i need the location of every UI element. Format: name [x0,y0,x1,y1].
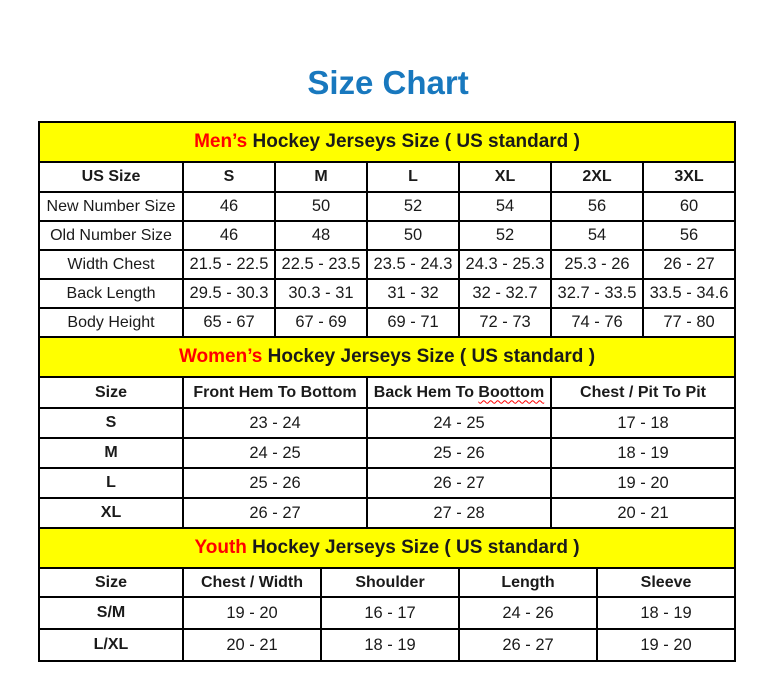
cell: 20 - 21 [551,498,735,528]
youth-size-table [38,527,736,662]
row-label: M [39,438,183,468]
cell: 46 [183,221,275,250]
cell: 50 [275,192,367,221]
row-label: New Number Size [39,192,183,221]
mens-size-table [38,121,736,338]
cell: 67 - 69 [275,308,367,337]
cell: 32 - 32.7 [459,279,551,308]
mens-row-width-chest [39,250,735,279]
header-prefix: Back Hem To [373,383,479,401]
mens-accent-label: Men’s [194,131,248,152]
row-label: XL [39,498,183,528]
cell: 52 [367,192,459,221]
mens-table-title [39,122,735,162]
mens-col-header: M [275,162,367,192]
cell: 56 [643,221,735,250]
youth-col-header: Length [459,568,597,597]
womens-size-table [38,336,736,529]
cell: 16 - 17 [321,597,459,629]
womens-row-xl [39,498,735,528]
cell: 32.7 - 33.5 [551,279,643,308]
row-label: Old Number Size [39,221,183,250]
mens-row-back-length [39,279,735,308]
cell: 46 [183,192,275,221]
cell: 26 - 27 [459,629,597,661]
row-label: L [39,468,183,498]
womens-table-title [39,337,735,377]
womens-row-m [39,438,735,468]
cell: 25.3 - 26 [551,250,643,279]
misspelled-word: Boottom [478,383,545,401]
cell: 54 [459,192,551,221]
cell: 18 - 19 [321,629,459,661]
womens-header-row [39,377,735,408]
mens-col-header: S [183,162,275,192]
cell: 54 [551,221,643,250]
mens-col-header: XL [459,162,551,192]
youth-col-header: Shoulder [321,568,459,597]
womens-title-rest: Hockey Jerseys Size ( US standard ) [262,346,596,367]
mens-header-row [39,162,735,192]
womens-row-s [39,408,735,438]
youth-header-row [39,568,735,597]
cell: 69 - 71 [367,308,459,337]
cell: 24 - 25 [367,408,551,438]
cell: 23 - 24 [183,408,367,438]
cell: 33.5 - 34.6 [643,279,735,308]
youth-col-header: Size [39,568,183,597]
row-label: S [39,408,183,438]
mens-title-rest: Hockey Jerseys Size ( US standard ) [247,131,580,152]
cell: 77 - 80 [643,308,735,337]
youth-table-title [39,528,735,568]
mens-row-old-number-size [39,221,735,250]
youth-row-sm [39,597,735,629]
row-label: S/M [39,597,183,629]
womens-band-row [39,337,735,377]
cell: 18 - 19 [597,597,735,629]
womens-col-header: Size [39,377,183,408]
cell: 19 - 20 [183,597,321,629]
row-label: Width Chest [39,250,183,279]
cell: 50 [367,221,459,250]
row-label: L/XL [39,629,183,661]
cell: 21.5 - 22.5 [183,250,275,279]
womens-col-header: Chest / Pit To Pit [551,377,735,408]
youth-col-header: Chest / Width [183,568,321,597]
cell: 29.5 - 30.3 [183,279,275,308]
cell: 18 - 19 [551,438,735,468]
cell: 25 - 26 [367,438,551,468]
mens-band-row [39,122,735,162]
cell: 26 - 27 [367,468,551,498]
page-title: Size Chart [307,64,469,101]
cell: 24 - 25 [183,438,367,468]
cell: 56 [551,192,643,221]
youth-col-header: Sleeve [597,568,735,597]
youth-band-row [39,528,735,568]
womens-row-l [39,468,735,498]
mens-col-header: 3XL [643,162,735,192]
cell: 24 - 26 [459,597,597,629]
row-label: Body Height [39,308,183,337]
womens-col-header-misspelled [367,377,551,408]
mens-col-header: L [367,162,459,192]
size-tables-container [38,121,734,662]
cell: 30.3 - 31 [275,279,367,308]
cell: 26 - 27 [643,250,735,279]
youth-title-rest: Hockey Jerseys Size ( US standard ) [246,537,580,558]
cell: 27 - 28 [367,498,551,528]
cell: 65 - 67 [183,308,275,337]
cell: 25 - 26 [183,468,367,498]
cell: 26 - 27 [183,498,367,528]
cell: 60 [643,192,735,221]
cell: 22.5 - 23.5 [275,250,367,279]
cell: 48 [275,221,367,250]
mens-col-header: US Size [39,162,183,192]
youth-row-lxl [39,629,735,661]
cell: 20 - 21 [183,629,321,661]
row-label: Back Length [39,279,183,308]
womens-accent-label: Women’s [178,346,263,367]
mens-col-header: 2XL [551,162,643,192]
youth-accent-label: Youth [194,537,247,558]
cell: 31 - 32 [367,279,459,308]
cell: 52 [459,221,551,250]
cell: 72 - 73 [459,308,551,337]
mens-row-body-height [39,308,735,337]
mens-row-new-number-size [39,192,735,221]
cell: 24.3 - 25.3 [459,250,551,279]
womens-col-header: Front Hem To Bottom [183,377,367,408]
cell: 19 - 20 [597,629,735,661]
cell: 23.5 - 24.3 [367,250,459,279]
cell: 17 - 18 [551,408,735,438]
cell: 19 - 20 [551,468,735,498]
cell: 74 - 76 [551,308,643,337]
